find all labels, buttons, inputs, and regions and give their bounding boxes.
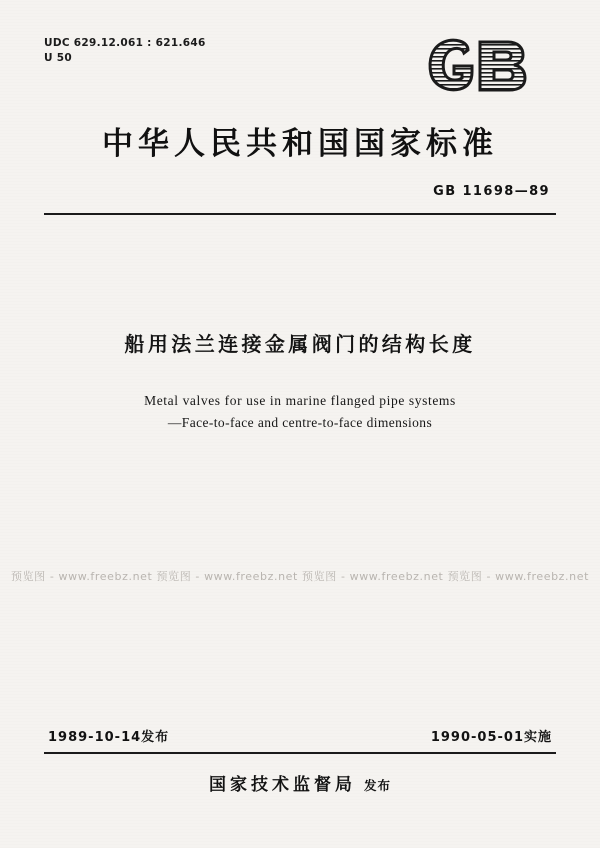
national-standard-title: 中华人民共和国国家标准 [102, 126, 498, 162]
english-title-line-2: —Face-to-face and centre-to-face dimensions [167, 415, 433, 431]
publisher-verb: 发布 [363, 778, 391, 793]
publisher-organization: 国家技术监督局 [208, 775, 356, 795]
header-divider [44, 213, 556, 215]
standard-number: GB 11698—89 [433, 184, 550, 199]
issue-date: 1989-10-14发布 [48, 730, 170, 745]
implementation-date: 1990-05-01实施 [430, 730, 552, 745]
document-title-english [0, 390, 600, 435]
udc-category-line: U 50 [44, 52, 72, 65]
preview-watermark: 预览图 - www.freebz.net 预览图 - www.freebz.net 预览图 - www.freebz.net 预览图 - www.freebz.net [10, 570, 590, 583]
udc-classification-block [44, 36, 206, 66]
english-title-line-1: Metal valves for use in marine flanged pipe systems [144, 393, 456, 408]
gb-logo-icon [424, 36, 548, 94]
udc-code-line: UDC 629.12.061 : 621.646 [44, 37, 206, 49]
footer-divider [44, 752, 556, 754]
document-title-chinese: 船用法兰连接金属阀门的结构长度 [124, 332, 476, 356]
publisher-block [0, 770, 600, 795]
